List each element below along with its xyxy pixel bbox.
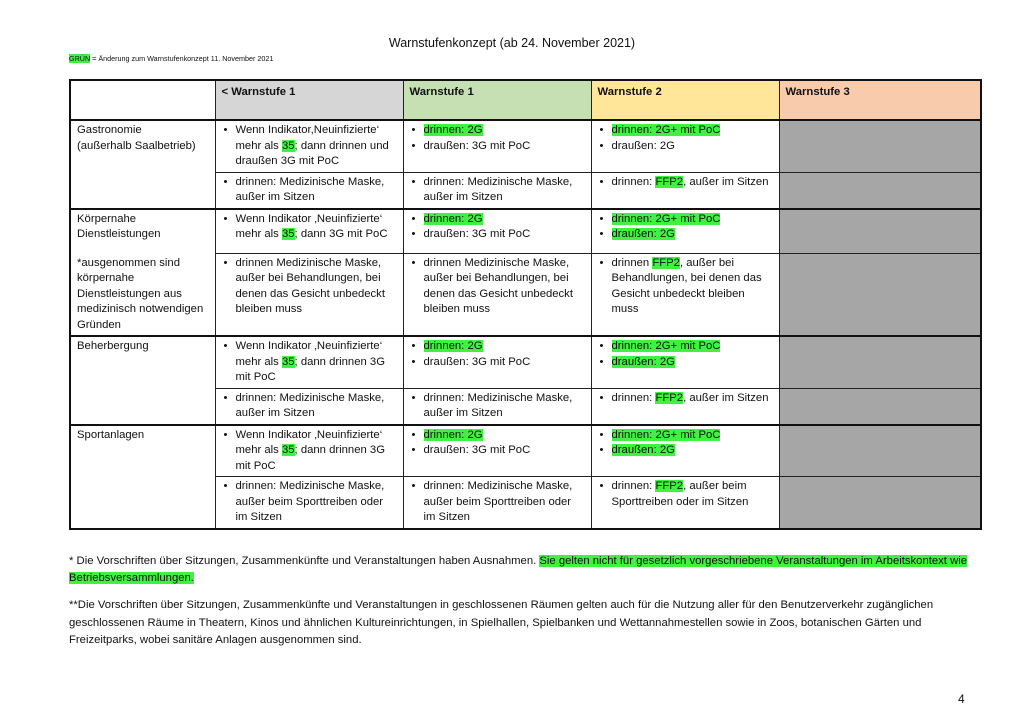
cell-w2 [591,209,779,254]
cell-w3 [779,336,981,388]
cell-lt1 [215,253,403,336]
cell-lt1 [215,172,403,209]
cell-w2 [591,388,779,425]
header-below-warnstufe-1: < Warnstufe 1 [215,80,403,120]
cell-lt1 [215,120,403,172]
cell-w2 [591,172,779,209]
cell-w3 [779,477,981,529]
highlight-text: drinnen: 2G+ mit PoC [611,212,721,225]
highlight-text: FFP2 [652,256,680,269]
highlight-text: FFP2 [655,391,684,404]
cell-text: , außer beim Sporttreiben oder im Sitzen [611,480,749,508]
cell-text: drinnen: [611,480,656,492]
header-warnstufe-2: Warnstufe 2 [591,80,779,120]
cell-text: Wenn Indikator ‚Neuinfizierte‘ mehr als [235,340,383,368]
table-row [70,209,981,254]
category-beherbergung [70,336,215,425]
cell-text: • drinnen: Medizinische Maske, außer im Sitzen [236,391,397,422]
cell-text: • draußen: 3G mit PoC [424,443,585,459]
cell-text: Wenn Indikator,Neuinfizierte‘ mehr als [235,124,380,152]
cell-text: drinnen: [611,391,656,404]
footnote-2: **Die Vorschriften über Sitzungen, Zusammenkünfte und Veranstaltungen in geschlossenen Räumen gelten auch für die Nutzung aller für den Benutzerverkehr zugänglichen geschlossenen Räume in Theatern, Kinos und ähnlichen Kultureinrichtungen, in Spielhallen, Spielbanken und Wettannahmestellen sowie in Zoos, botanischen Gärten und Freizeitparks, wobei sanitäre Anlagen ausgenommen sind. [69,599,934,646]
cell-text: • drinnen Medizinische Maske, außer bei Behandlungen, bei denen das Gesicht unbedeckt bleiben muss [236,256,397,318]
cell-w3 [779,120,981,172]
cell-text: drinnen: [611,175,656,188]
cell-text: • drinnen: Medizinische Maske, außer im Sitzen [424,391,585,422]
cell-w1 [403,336,591,388]
highlight-text: FFP2 [655,480,684,492]
table-row [70,425,981,477]
highlight-text: draußen: 2G [611,228,675,240]
cell-lt1 [215,209,403,254]
category-label: Beherbergung [77,340,149,352]
header-warnstufe-1: Warnstufe 1 [403,80,591,120]
cell-text: Wenn Indikator ‚Neuinfizierte‘ mehr als [235,428,383,456]
cell-text: • drinnen Medizinische Maske, außer bei Behandlungen, bei denen das Gesicht unbedeckt bleiben muss [424,256,585,318]
highlight-text: draußen: 2G [611,355,675,368]
highlight-text: drinnen: 2G+ mit PoC [611,428,721,441]
highlight-text: drinnen: 2G [423,124,483,136]
cell-w3 [779,172,981,209]
category-note: *ausgenommen sind körpernahe Dienstleistungen aus medizinisch notwendigen Gründen [77,256,204,331]
page-number: 4 [958,692,965,706]
cell-lt1 [215,477,403,529]
category-koerpernahe-dienstleistungen [70,209,215,337]
cell-w3 [779,253,981,336]
cell-w1 [403,388,591,425]
cell-lt1 [215,336,403,388]
category-label: Sportanlagen [77,428,145,441]
highlight-text: drinnen: 2G [423,212,483,225]
color-legend [69,54,273,63]
cell-w3 [779,209,981,254]
cell-text: • draußen: 3G mit PoC [424,227,585,243]
cell-text: • drinnen: Medizinische Maske, außer beim Sporttreiben oder im Sitzen [236,479,397,526]
highlight-text: FFP2 [655,175,684,188]
category-sublabel: (außerhalb Saalbetrieb) [77,139,196,152]
header-warnstufe-3: Warnstufe 3 [779,80,981,120]
warnstufen-table [69,79,982,530]
cell-w1 [403,477,591,529]
cell-w3 [779,425,981,477]
cell-w2 [591,477,779,529]
header-row [70,80,981,120]
highlight-number: 35 [281,355,295,368]
highlight-number: 35 [281,444,295,456]
cell-text: , außer im Sitzen [683,391,769,404]
document-title: Warnstufenkonzept (ab 24. November 2021) [388,36,636,50]
cell-text: • drinnen: Medizinische Maske, außer im Sitzen [424,175,585,206]
cell-text: , außer bei Behandlungen, bei denen das Gesicht unbedeckt bleiben muss [611,256,762,316]
highlight-text: drinnen: 2G [423,428,483,441]
cell-text: • drinnen: Medizinische Maske, außer im Sitzen [236,175,397,206]
cell-text: , außer im Sitzen [683,175,769,188]
cell-text: Wenn Indikator ‚Neuinfizierte‘ mehr als [235,212,383,240]
cell-w2 [591,336,779,388]
cell-text: ; dann drinnen 3G mit PoC [235,355,385,383]
table-row [70,336,981,388]
cell-lt1 [215,388,403,425]
cell-w1 [403,209,591,254]
cell-text: ; dann 3G mit PoC [294,228,388,240]
highlight-text: drinnen: 2G+ mit PoC [611,124,721,136]
footnote-1-highlight: Sie gelten nicht für gesetzlich vorgeschriebene Veranstaltungen im Arbeitskontext wie Betriebsversammlungen. [69,555,968,584]
highlight-text: draußen: 2G [611,444,675,456]
cell-w1 [403,172,591,209]
highlight-text: drinnen: 2G+ mit PoC [611,340,721,352]
cell-text: • draußen: 3G mit PoC [424,139,585,155]
highlight-number: 35 [281,228,295,240]
highlight-text: drinnen: 2G [423,340,483,352]
cell-w1 [403,425,591,477]
cell-w1 [403,120,591,172]
cell-text: drinnen [611,256,653,269]
cell-text: • draußen: 3G mit PoC [424,355,585,371]
category-label: Gastronomie [77,124,142,136]
legend-marker: GRÜN [69,54,91,63]
cell-w2 [591,253,779,336]
highlight-number: 35 [281,139,295,152]
cell-text: • drinnen: Medizinische Maske, außer beim Sporttreiben oder im Sitzen [424,479,585,526]
category-sportanlagen [70,425,215,529]
footnote-1-text: * Die Vorschriften über Sitzungen, Zusammenkünfte und Veranstaltungen haben Ausnahmen. [69,555,540,567]
cell-w1 [403,253,591,336]
cell-w2 [591,425,779,477]
footnote-1 [69,553,969,587]
cell-text: ; dann drinnen und draußen 3G mit PoC [235,139,389,167]
category-label: Körpernahe Dienstleistungen [77,212,161,240]
legend-text: = Änderung zum Warnstufenkonzept 11. November 2021 [90,54,274,63]
cell-text: ; dann drinnen 3G mit PoC [235,444,385,472]
header-category [70,80,215,120]
cell-w3 [779,388,981,425]
table-row [70,120,981,172]
cell-lt1 [215,425,403,477]
category-gastronomie [70,120,215,209]
cell-w2 [591,120,779,172]
cell-text: • draußen: 2G [612,139,773,155]
